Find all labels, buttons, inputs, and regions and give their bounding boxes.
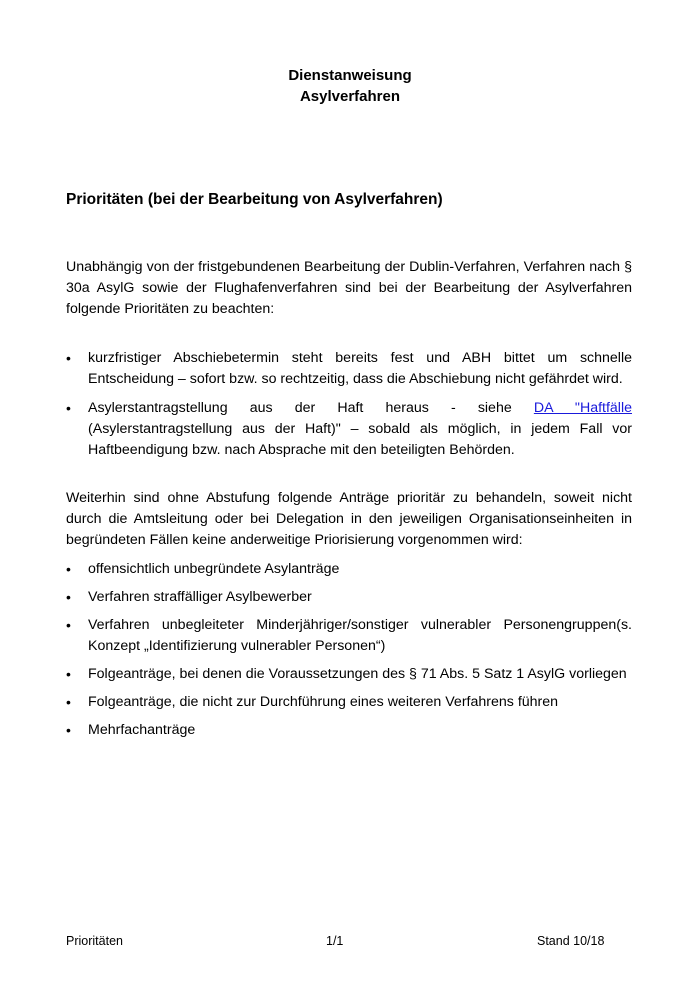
bullet-icon: • bbox=[66, 666, 71, 682]
priority-list bbox=[66, 348, 632, 461]
footer-section-label: Prioritäten bbox=[66, 934, 123, 948]
intro-paragraph: Unabhängig von der fristgebundenen Bearbeitung der Dublin-Verfahren, Verfahren nach § 30a AsylG sowie der Flughafenverfahren sind bei der Bearbeitung der Asylverfahren folgende Prioritäten zu beachten: bbox=[66, 259, 632, 317]
bullet-icon: • bbox=[66, 589, 71, 605]
list-item bbox=[66, 587, 632, 608]
list-item-text bbox=[88, 398, 632, 461]
list-item bbox=[66, 720, 632, 741]
haftfaelle-link[interactable]: DA "Haftfälle bbox=[533, 400, 632, 416]
bullet-icon: • bbox=[66, 694, 71, 710]
bullet-icon: • bbox=[66, 722, 71, 738]
bullet-icon: • bbox=[66, 617, 71, 633]
document-title: Dienstanweisung bbox=[288, 67, 412, 84]
list-item-text-part: (Asylerstantragstellung aus der Haft)" – sobald als möglich, in jedem Fall vor Haftbeendigung bzw. nach Absprache mit den beteiligten Behörden. bbox=[88, 421, 632, 458]
list-item bbox=[66, 615, 632, 657]
further-list bbox=[66, 559, 632, 741]
footer-page-number: 1/1 bbox=[326, 934, 344, 948]
document-subtitle: Asylverfahren bbox=[299, 88, 401, 105]
list-item-text: Folgeanträge, bei denen die Voraussetzungen des § 71 Abs. 5 Satz 1 AsylG vorliegen bbox=[88, 666, 627, 682]
list-item bbox=[66, 692, 632, 713]
section-heading: Prioritäten (bei der Bearbeitung von Asylverfahren) bbox=[66, 191, 443, 208]
list-item-text: Folgeanträge, die nicht zur Durchführung eines weiteren Verfahrens führen bbox=[88, 694, 559, 710]
bullet-icon: • bbox=[66, 400, 71, 416]
list-item-text: Verfahren unbegleiteter Minderjähriger/sonstiger vulnerabler Personengruppen(s. Konzept „Identifizierung vulnerabler Personen“) bbox=[88, 617, 632, 654]
list-item-text: Mehrfachanträge bbox=[88, 722, 196, 738]
list-item-text: Verfahren straffälliger Asylbewerber bbox=[88, 589, 312, 605]
bullet-icon: • bbox=[66, 561, 71, 577]
further-paragraph: Weiterhin sind ohne Abstufung folgende Anträge prioritär zu behandeln, soweit nicht durch die Amtsleitung oder bei Delegation in den jeweiligen Organisationseinheiten in begründeten Fällen keine anderweitige Priorisierung vorgenommen wird: bbox=[66, 490, 632, 548]
list-item-text: offensichtlich unbegründete Asylanträge bbox=[88, 561, 340, 577]
list-item bbox=[66, 559, 632, 580]
list-item bbox=[66, 348, 632, 390]
list-item bbox=[66, 664, 632, 685]
bullet-icon: • bbox=[66, 350, 71, 366]
list-item bbox=[66, 398, 632, 461]
list-item-text: kurzfristiger Abschiebetermin steht bereits fest und ABH bittet um schnelle Entscheidung – sofort bzw. so rechtzeitig, dass die Abschiebung nicht gefährdet wird. bbox=[88, 350, 632, 387]
footer-version: Stand 10/18 bbox=[537, 934, 605, 948]
list-item-text-part: Asylerstantragstellung aus der Haft heraus - siehe bbox=[88, 400, 534, 416]
